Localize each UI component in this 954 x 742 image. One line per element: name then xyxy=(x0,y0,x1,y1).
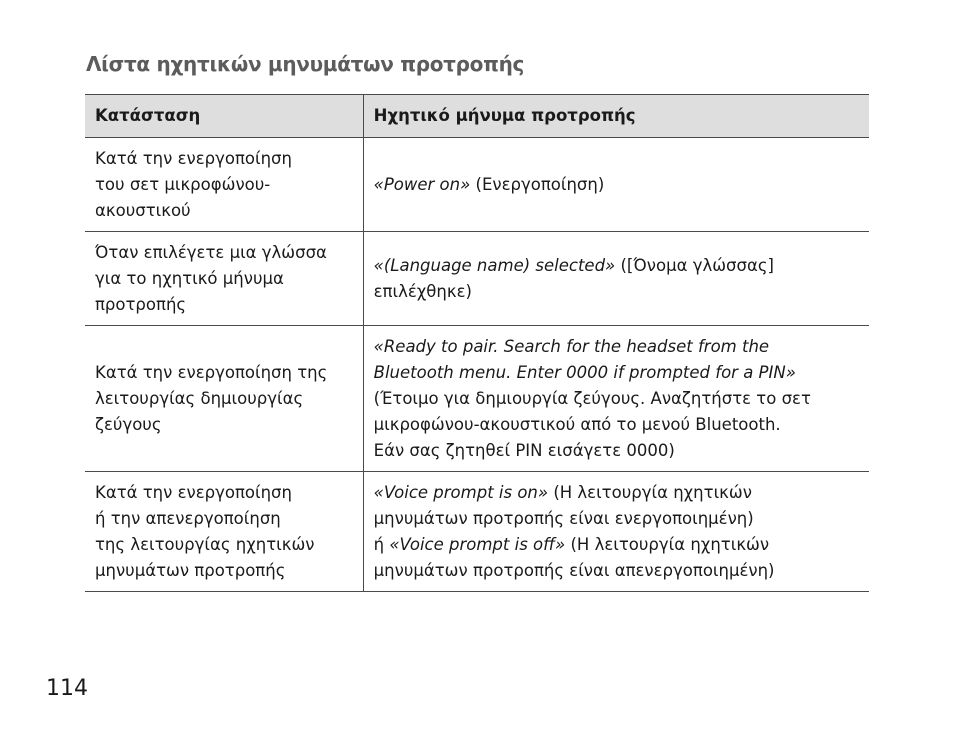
table-row xyxy=(85,472,869,592)
english-prompt-text: «(Language name) selected» xyxy=(373,255,616,275)
state-text-line: λειτουργίας δημιουργίας xyxy=(95,388,304,408)
greek-translation-text: μηνυμάτων προτροπής είναι απενεργοποιημένη) xyxy=(373,560,775,580)
row-message-cell xyxy=(363,472,869,592)
table-row xyxy=(85,326,869,472)
message-text-line xyxy=(374,279,859,305)
state-text-line: ζεύγους xyxy=(95,414,162,434)
voice-prompts-table xyxy=(85,94,869,592)
row-state-cell xyxy=(85,472,363,592)
message-text-line xyxy=(374,438,859,464)
greek-translation-text: (Η λειτουργία ηχητικών xyxy=(565,534,770,554)
message-text-line xyxy=(374,360,859,386)
message-text-line xyxy=(374,480,859,506)
greek-translation-text: ([Όνομα γλώσσας] xyxy=(615,255,774,275)
page-number: 114 xyxy=(46,676,88,701)
message-text-line xyxy=(374,558,859,584)
row-state-cell xyxy=(85,232,363,326)
greek-translation-text: ή xyxy=(373,534,390,554)
table-header-row xyxy=(85,95,869,138)
state-text-line: ή την απενεργοποίηση xyxy=(95,508,281,528)
message-text-line xyxy=(374,172,859,198)
table-row xyxy=(85,138,869,232)
message-text-line xyxy=(374,386,859,412)
english-prompt-text: Bluetooth menu. Enter 0000 if prompted for a PIN» xyxy=(373,362,796,382)
message-text-line xyxy=(374,412,859,438)
state-text-line: της λειτουργίας ηχητικών xyxy=(95,534,315,554)
greek-translation-text: (Έτοιμο για δημιουργία ζεύγους. Αναζητήστε το σετ xyxy=(373,388,811,408)
greek-translation-text: (Η λειτουργία ηχητικών xyxy=(548,482,752,502)
header-state: Κατάσταση xyxy=(85,95,363,138)
row-message-cell xyxy=(363,326,869,472)
greek-translation-text: (Ενεργοποίηση) xyxy=(470,174,605,194)
state-text-line: Όταν επιλέγετε μια γλώσσα xyxy=(95,242,327,262)
greek-translation-text: επιλέχθηκε) xyxy=(373,281,472,301)
greek-translation-text: Εάν σας ζητηθεί PIN εισάγετε 0000) xyxy=(373,440,675,460)
message-text-line xyxy=(374,334,859,360)
state-text-line: Κατά την ενεργοποίηση της xyxy=(95,362,328,382)
table-body xyxy=(85,138,869,592)
row-message-cell xyxy=(363,138,869,232)
greek-translation-text: μικροφώνου-ακουστικού από το μενού Bluetooth. xyxy=(373,414,781,434)
state-text-line: μηνυμάτων προτροπής xyxy=(95,560,286,580)
english-prompt-text: «Voice prompt is off» xyxy=(389,534,566,554)
row-state-cell xyxy=(85,326,363,472)
state-text-line: Κατά την ενεργοποίηση xyxy=(95,148,292,168)
state-text-line: του σετ μικροφώνου- xyxy=(95,174,271,194)
message-text-line xyxy=(374,532,859,558)
row-message-cell xyxy=(363,232,869,326)
greek-translation-text: μηνυμάτων προτροπής είναι ενεργοποιημένη) xyxy=(373,508,754,528)
message-text-line xyxy=(374,253,859,279)
section-title: Λίστα ηχητικών μηνυμάτων προτροπής xyxy=(86,52,525,76)
english-prompt-text: «Ready to pair. Search for the headset from the xyxy=(373,336,770,356)
header-message: Ηχητικό μήνυμα προτροπής xyxy=(363,95,869,138)
table-row xyxy=(85,232,869,326)
message-text-line xyxy=(374,506,859,532)
state-text-line: για το ηχητικό μήνυμα xyxy=(95,268,284,288)
row-state-cell xyxy=(85,138,363,232)
english-prompt-text: «Power on» xyxy=(373,174,471,194)
english-prompt-text: «Voice prompt is on» xyxy=(373,482,549,502)
state-text-line: ακουστικού xyxy=(95,200,191,220)
state-text-line: προτροπής xyxy=(95,294,187,314)
state-text-line: Κατά την ενεργοποίηση xyxy=(95,482,292,502)
